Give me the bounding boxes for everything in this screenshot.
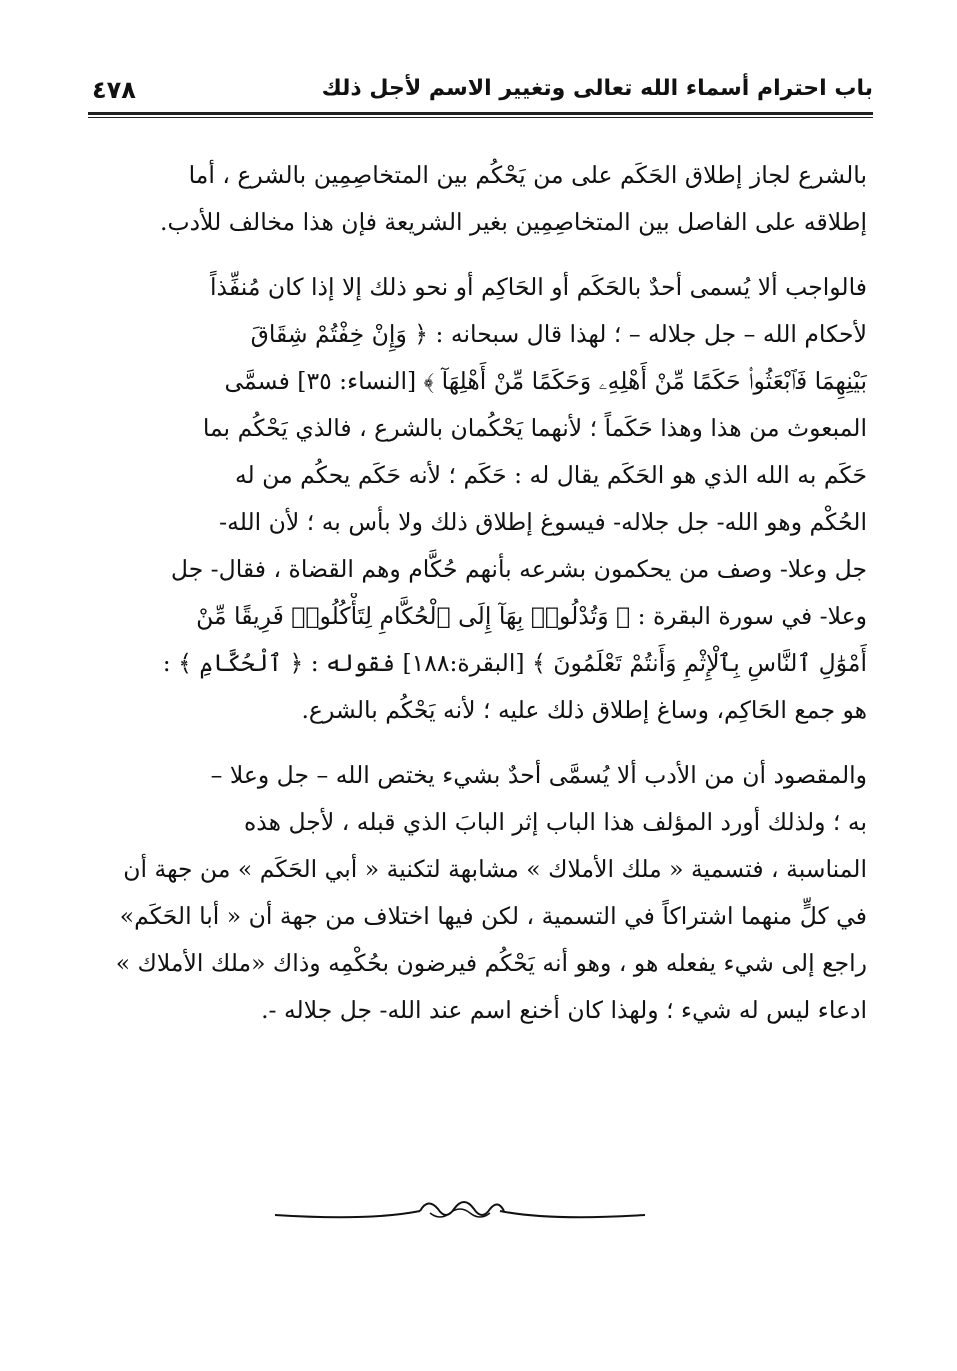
- text-line: بالشرع لجاز إطلاق الحَكَم على من يَحْكُم بين المتخاصِمِين بالشرع ، أما: [188, 161, 867, 189]
- text-line: فالواجب ألا يُسمى أحدٌ بالحَكَم أو الحَاكِم أو نحو ذلك إلا إذا كان مُنفِّذاً: [210, 273, 867, 301]
- running-title: باب احترام أسماء الله تعالى وتغيير الاسم لأجل ذلك: [321, 76, 873, 101]
- text-line: الحُكْم وهو الله- جل جلاله- فيسوغ إطلاق ذلك ولا بأس به ؛ لأن الله-: [219, 508, 867, 536]
- header-rule-thin: [88, 117, 873, 118]
- text-line: بَيْنِهِمَا فَٱبْعَثُوا۟ حَكَمًا مِّنْ أَهْلِهِۦ وَحَكَمًا مِّنْ أَهْلِهَآ ﴾ [النساء: ٣٥] فسمَّى: [224, 367, 867, 395]
- page-number: ٤٧٨: [92, 76, 136, 104]
- text-line: وعلا- في سورة البقرة : ﴿ وَتُدْلُوا۟ بِهَآ إِلَى ٱلْحُكَّامِ لِتَأْكُلُوا۟ فَرِيقًا مِّنْ: [196, 602, 867, 630]
- paragraph-3: [92, 752, 867, 1034]
- page-header: [88, 70, 873, 114]
- paragraph-1: [92, 152, 867, 246]
- text-line: أَمْوَٰلِ ٱلنَّاسِ بِٱلْإِثْمِ وَأَنتُمْ تَعْلَمُونَ ﴾ [البقرة:١٨٨] فقوله : ﴿ ٱلْحُكَّامِ ﴾ :: [162, 649, 867, 677]
- body-text: [92, 152, 867, 1034]
- header-rule-thick: [88, 112, 873, 115]
- text-line: المناسبة ، فتسمية « ملك الأملاك » مشابهة لتكنية « أبي الحَكَم » من جهة أن: [123, 855, 867, 883]
- paragraph-2: [92, 264, 867, 734]
- text-line: راجع إلى شيء يفعله هو ، وهو أنه يَحْكُم فيرضون بحُكْمِه وذاك «ملك الأملاك »: [115, 949, 867, 977]
- text-line: إطلاقه على الفاصل بين المتخاصِمِين بغير الشريعة فإن هذا مخالف للأدب.: [160, 208, 867, 236]
- text-line: جل وعلا- وصف من يحكمون بشرعه بأنهم حُكَّام وهم القضاة ، فقال- جل: [170, 555, 867, 583]
- text-line: في كلٍّ منهما اشتراكاً في التسمية ، لكن فيها اختلاف من جهة أن « أبا الحَكَم»: [119, 902, 867, 930]
- text-line: لأحكام الله – جل جلاله – ؛ لهذا قال سبحانه : ﴿ وَإِنْ خِفْتُمْ شِقَاقَ: [250, 320, 867, 348]
- text-line: به ؛ ولذلك أورد المؤلف هذا الباب إثر البابَ الذي قبله ، لأجل هذه: [243, 808, 867, 836]
- text-line: المبعوث من هذا وهذا حَكَماً ؛ لأنهما يَحْكُمان بالشرع ، فالذي يَحْكُم بما: [202, 414, 867, 442]
- text-line: حَكَم به الله الذي هو الحَكَم يقال له : حَكَم ؛ لأنه حَكَم يحكُم من له: [234, 461, 867, 489]
- text-line: والمقصود أن من الأدب ألا يُسمَّى أحدٌ بشيء يختص الله – جل وعلا –: [210, 761, 867, 789]
- text-line: هو جمع الحَاكِم، وساغ إطلاق ذلك عليه ؛ لأنه يَحْكُم بالشرع.: [301, 696, 867, 724]
- text-line: ادعاء ليس له شيء ؛ ولهذا كان أخنع اسم عند الله- جل جلاله -.: [261, 996, 867, 1024]
- end-ornament: [270, 1185, 650, 1235]
